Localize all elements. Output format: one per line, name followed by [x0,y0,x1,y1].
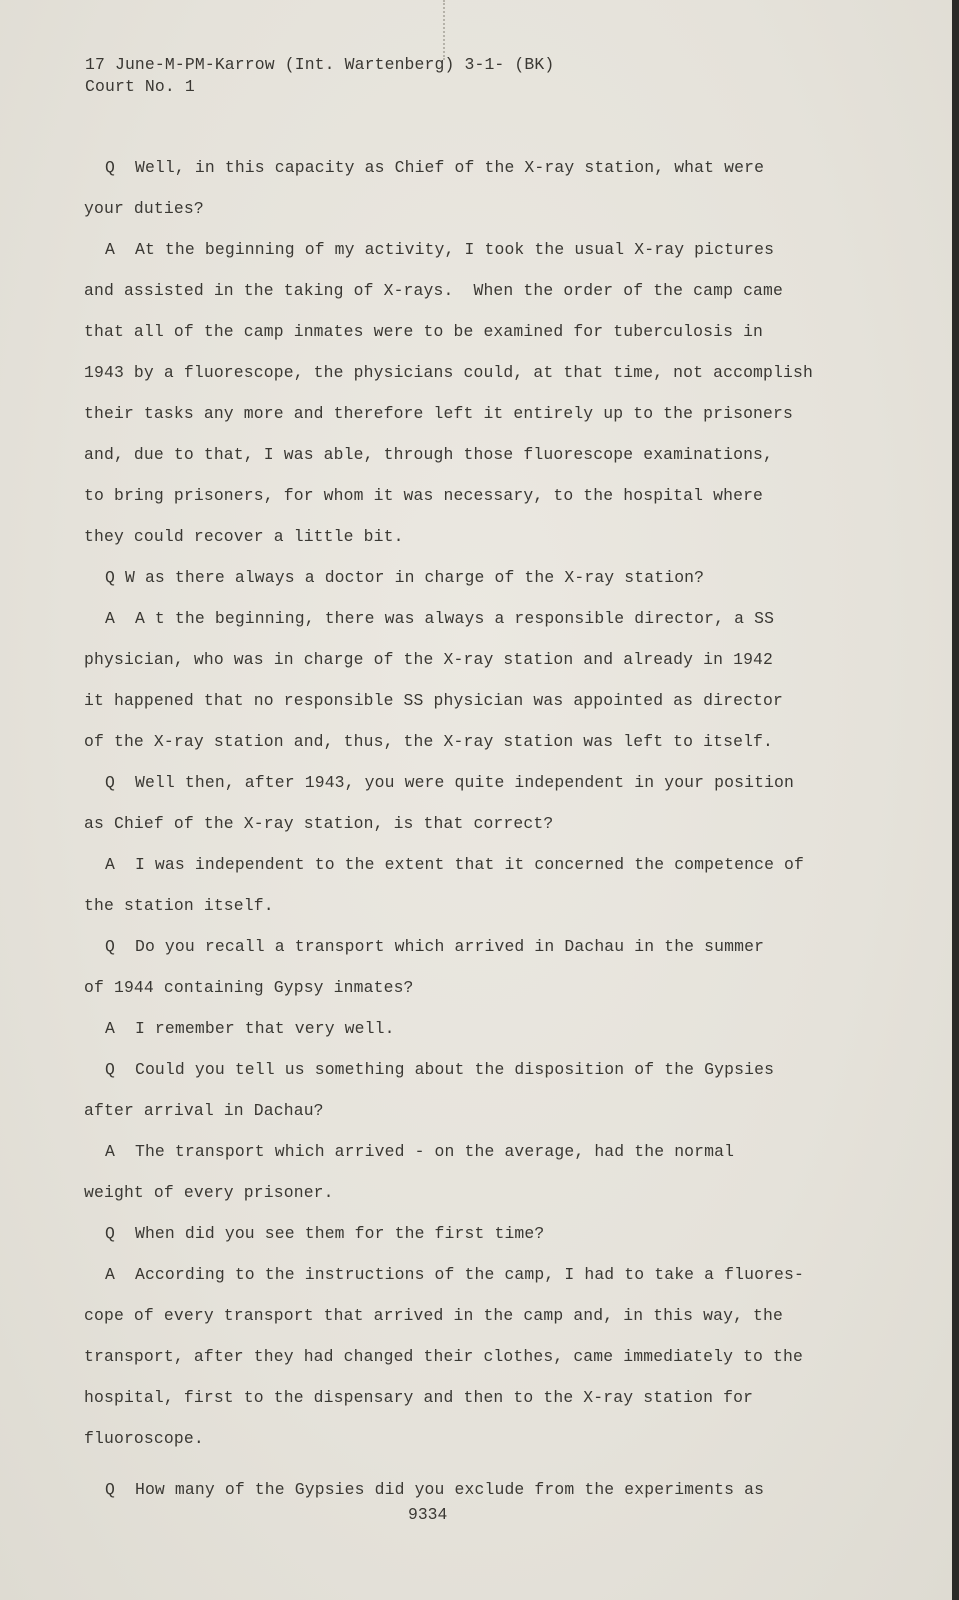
transcript-line: they could recover a little bit. [84,527,404,546]
page-number: 9334 [408,1505,448,1524]
header-line-2: Court No. 1 [85,77,195,96]
transcript-line: 1943 by a fluorescope, the physicians could, at that time, not accomplish [84,363,813,382]
transcript-line: and, due to that, I was able, through those fluorescope examinations, [84,445,774,464]
transcript-line: that all of the camp inmates were to be examined for tuberculosis in [84,322,764,341]
transcript-line: hospital, first to the dispensary and then to the X-ray station for [84,1388,754,1407]
transcript-line: it happened that no responsible SS physician was appointed as director [84,691,784,710]
transcript-line: weight of every prisoner. [84,1183,334,1202]
transcript-line: the station itself. [84,896,274,915]
transcript-line: of 1944 containing Gypsy inmates? [84,978,414,997]
scan-border [952,0,959,1600]
transcript-line: transport, after they had changed their clothes, came immediately to the [84,1347,803,1366]
transcript-line: after arrival in Dachau? [84,1101,324,1120]
transcript-line: as Chief of the X-ray station, is that correct? [84,814,554,833]
transcript-line: A I was independent to the extent that it concerned the competence of [105,855,805,874]
fold-mark [443,0,447,60]
transcript-line: to bring prisoners, for whom it was necessary, to the hospital where [84,486,764,505]
transcript-line: A According to the instructions of the camp, I had to take a fluores- [105,1265,805,1284]
transcript-line: Q How many of the Gypsies did you exclude from the experiments as [105,1480,765,1499]
transcript-line: cope of every transport that arrived in the camp and, in this way, the [84,1306,784,1325]
transcript-line: A At the beginning of my activity, I took the usual X-ray pictures [105,240,775,259]
transcript-line: fluoroscope. [84,1429,204,1448]
transcript-line: their tasks any more and therefore left it entirely up to the prisoners [84,404,794,423]
transcript-line: Q Could you tell us something about the disposition of the Gypsies [105,1060,775,1079]
transcript-line: your duties? [84,199,204,218]
transcript-line: Q Do you recall a transport which arrived in Dachau in the summer [105,937,765,956]
transcript-line: Q Well, in this capacity as Chief of the X-ray station, what were [105,158,765,177]
transcript-line: A I remember that very well. [105,1019,395,1038]
transcript-line: and assisted in the taking of X-rays. When the order of the camp came [84,281,784,300]
transcript-line: A A t the beginning, there was always a responsible director, a SS [105,609,775,628]
transcript-line: of the X-ray station and, thus, the X-ray station was left to itself. [84,732,774,751]
transcript-line: physician, who was in charge of the X-ray station and already in 1942 [84,650,774,669]
header-line-1: 17 June-M-PM-Karrow (Int. Wartenberg) 3-1- (BK) [85,55,555,74]
transcript-line: Q W as there always a doctor in charge of the X-ray station? [105,568,705,587]
transcript-line: Q Well then, after 1943, you were quite independent in your position [105,773,795,792]
transcript-line: Q When did you see them for the first time? [105,1224,545,1243]
transcript-line: A The transport which arrived - on the average, had the normal [105,1142,735,1161]
